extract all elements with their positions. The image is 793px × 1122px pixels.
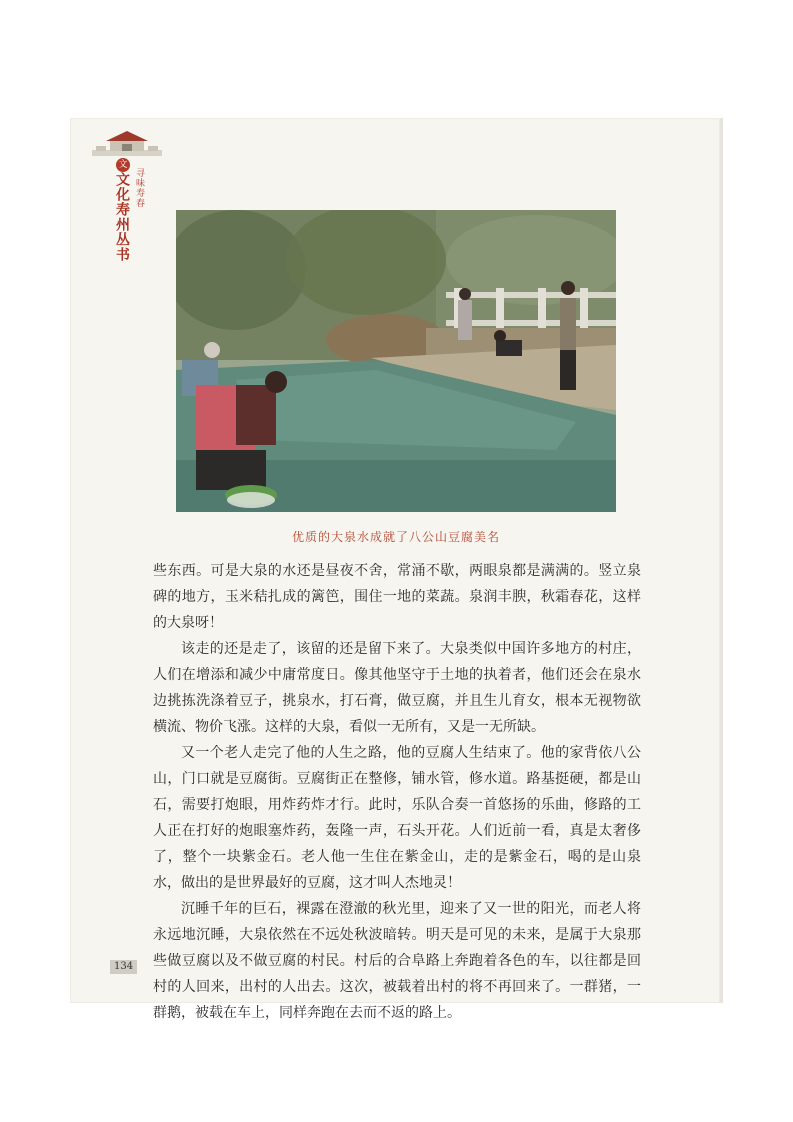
body-text <box>153 558 641 1026</box>
paragraph: 些东西。可是大泉的水还是昼夜不舍，常涌不歇，两眼泉都是满满的。竖立泉碑的地方，玉米秸扎成的篱笆，围住一地的菜蔬。泉润丰腴，秋霜春花，这样的大泉呀！ <box>153 563 641 631</box>
paragraph: 沉睡千年的巨石，裸露在澄澈的秋光里，迎来了又一世的阳光，而老人将永远地沉睡，大泉依然在不远处秋波暗转。明天是可见的未来，是属于大泉那些做豆腐以及不做豆腐的村民。村后的合阜路上奔跑着各色的车，以往都是回村的人回来，出村的人出去。这次，被载着出村的将不再回来了。一群猪，一群鹅，被载在车上，同样奔跑在去而不返的路上。 <box>153 901 641 1021</box>
page-number: 134 <box>110 960 137 974</box>
paragraph: 该走的还是走了，该留的还是留下来了。大泉类似中国许多地方的村庄，人们在增添和减少中庸常度日。像其他坚守于土地的执着者，他们还会在泉水边挑拣洗涤着豆子，挑泉水，打石膏，做豆腐，并且生儿育女，根本无视物欲横流、物价飞涨。这样的大泉，看似一无所有，又是一无所缺。 <box>153 641 641 735</box>
paragraph: 又一个老人走完了他的人生之路，他的豆腐人生结束了。他的家背依八公山，门口就是豆腐街。豆腐街正在整修，铺水管，修水道。路基挺硬，都是山石，需要打炮眼，用炸药炸才行。此时，乐队合奏一首悠扬的乐曲，修路的工人正在打好的炮眼塞炸药，轰隆一声，石头开花。人们近前一看，真是太奢侈了，整个一块紫金石。老人他一生住在紫金山，走的是紫金石，喝的是山泉水，做出的是世界最好的豆腐，这才叫人杰地灵！ <box>153 745 641 891</box>
series-subtitle: 寻味寿春 <box>134 168 144 208</box>
photo-caption: 优质的大泉水成就了八公山豆腐美名 <box>291 530 500 544</box>
book-page <box>70 118 723 1021</box>
series-title: 文化寿州丛书 <box>114 172 130 262</box>
spring-photo <box>176 210 616 512</box>
series-mark-badge: 文 <box>116 158 130 172</box>
city-gate-icon <box>92 128 162 160</box>
